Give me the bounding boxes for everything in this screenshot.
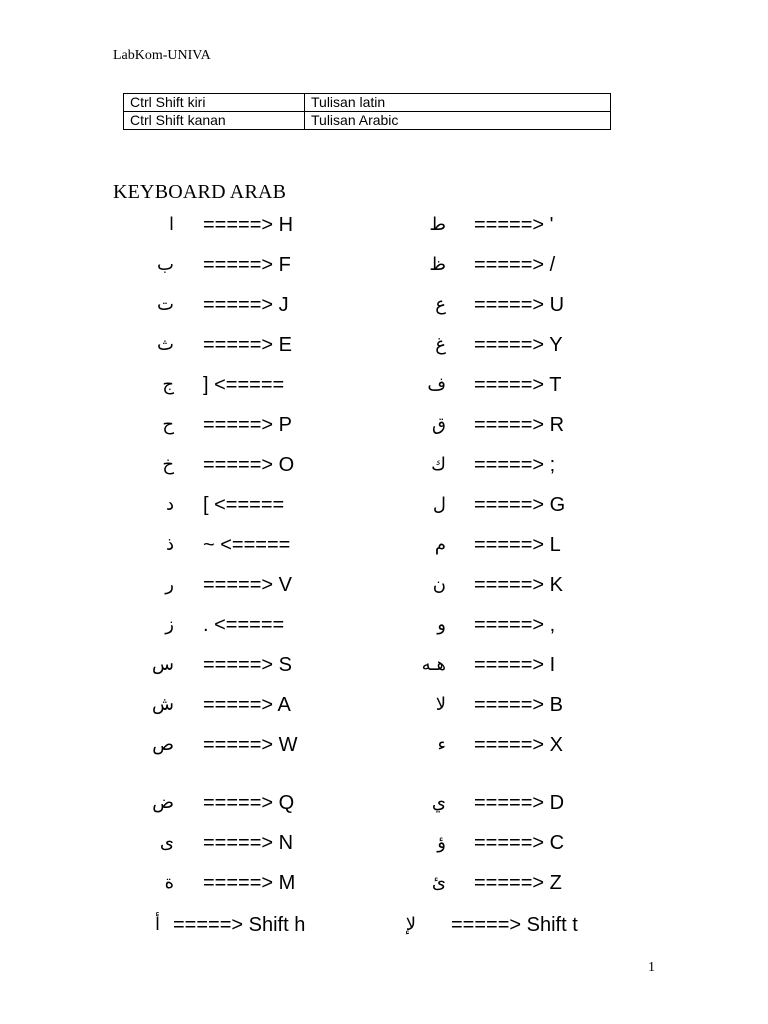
mapping-row	[0, 330, 768, 360]
arabic-letter: أ	[154, 914, 160, 935]
key-mapping: ~ <=====	[203, 534, 291, 556]
mapping-row	[0, 290, 768, 320]
arabic-letter: د	[165, 494, 174, 515]
arabic-letter: ي	[431, 792, 446, 813]
arabic-letter: ء	[437, 734, 446, 755]
key-mapping: =====> Q	[203, 792, 295, 814]
shortcut-key-cell: Ctrl Shift kanan	[124, 112, 305, 130]
key-mapping: =====> Y	[474, 334, 563, 356]
arabic-letter: و	[437, 614, 446, 635]
key-mapping: =====> R	[474, 414, 565, 436]
arabic-letter: ب	[157, 254, 174, 275]
key-mapping: =====> '	[474, 214, 554, 236]
mapping-row	[0, 650, 768, 680]
arabic-letter: س	[152, 654, 174, 675]
key-mapping: =====> I	[474, 654, 556, 676]
arabic-letter: ف	[427, 374, 446, 395]
key-mapping: =====> H	[203, 214, 294, 236]
key-mapping: =====> N	[203, 832, 294, 854]
arabic-letter: ر	[165, 574, 174, 595]
arabic-letter: غ	[435, 334, 446, 355]
arabic-letter: خ	[162, 454, 174, 475]
mapping-row	[0, 570, 768, 600]
mapping-row	[0, 788, 768, 818]
arabic-letter: ا	[168, 214, 174, 235]
page-number: 1	[648, 960, 655, 975]
key-mapping: . <=====	[203, 614, 285, 636]
key-mapping: =====> Z	[474, 872, 562, 894]
mapping-row	[0, 610, 768, 640]
key-mapping: =====> X	[474, 734, 563, 756]
key-mapping: =====> ;	[474, 454, 556, 476]
mapping-row	[0, 690, 768, 720]
key-mapping: =====> /	[474, 254, 556, 276]
arabic-letter: ز	[165, 614, 174, 635]
arabic-letter: ل	[432, 494, 446, 515]
key-mapping: =====> E	[203, 334, 292, 356]
shortcut-key-cell: Ctrl Shift kiri	[124, 94, 305, 112]
table-row	[124, 94, 611, 112]
key-mapping: =====> D	[474, 792, 565, 814]
key-mapping: =====> U	[474, 294, 565, 316]
mapping-row	[0, 450, 768, 480]
arabic-letter: ج	[162, 374, 174, 395]
key-mapping: =====> V	[203, 574, 292, 596]
mapping-row	[0, 490, 768, 520]
arabic-letter: لإ	[405, 914, 416, 935]
arabic-letter: ظ	[429, 254, 446, 275]
key-mapping: =====> Shift h	[173, 914, 306, 936]
arabic-letter: ح	[162, 414, 174, 435]
shortcut-value-cell: Tulisan Arabic	[305, 112, 611, 130]
arabic-letter: ك	[431, 454, 446, 475]
arabic-letter: ذ	[165, 534, 174, 555]
key-mapping: =====> P	[203, 414, 292, 436]
arabic-letter: ص	[152, 734, 174, 755]
shortcut-table	[123, 93, 611, 130]
mapping-row	[0, 370, 768, 400]
shortcut-value-cell: Tulisan latin	[305, 94, 611, 112]
key-mapping: =====> M	[203, 872, 296, 894]
arabic-letter: ث	[157, 334, 174, 355]
key-mapping: ] <=====	[203, 374, 285, 396]
key-mapping: =====> ,	[474, 614, 556, 636]
arabic-letter: ض	[152, 792, 174, 813]
arabic-letter: لا	[435, 694, 446, 715]
mapping-row	[0, 410, 768, 440]
arabic-letter: ط	[429, 214, 446, 235]
key-mapping: =====> G	[474, 494, 566, 516]
key-mapping: =====> F	[203, 254, 291, 276]
key-mapping: =====> W	[203, 734, 298, 756]
mapping-row	[0, 828, 768, 858]
mapping-row	[0, 250, 768, 280]
arabic-letter: هـه	[421, 654, 446, 675]
page-header: LabKom-UNIVA	[113, 48, 211, 63]
key-mapping: =====> O	[203, 454, 295, 476]
arabic-letter: ت	[157, 294, 174, 315]
arabic-letter: ئ	[431, 872, 446, 893]
arabic-letter: ة	[164, 872, 174, 893]
key-mapping: =====> S	[203, 654, 292, 676]
section-title: KEYBOARD ARAB	[113, 181, 287, 203]
mapping-row	[0, 910, 768, 940]
key-mapping: =====> Shift t	[451, 914, 578, 936]
key-mapping: =====> T	[474, 374, 562, 396]
arabic-letter: ن	[432, 574, 446, 595]
key-mapping: =====> B	[474, 694, 563, 716]
key-mapping: =====> C	[474, 832, 565, 854]
key-mapping: =====> J	[203, 294, 289, 316]
key-mapping: =====> K	[474, 574, 563, 596]
mapping-row	[0, 730, 768, 760]
arabic-letter: ع	[435, 294, 446, 315]
key-mapping: =====> A	[203, 694, 291, 716]
table-row	[124, 112, 611, 130]
arabic-letter: م	[434, 534, 446, 555]
arabic-letter: ى	[159, 832, 174, 853]
mapping-row	[0, 210, 768, 240]
key-mapping: =====> L	[474, 534, 561, 556]
key-mapping: [ <=====	[203, 494, 285, 516]
arabic-letter: ق	[432, 414, 446, 435]
arabic-letter: ؤ	[437, 832, 446, 853]
arabic-letter: ش	[152, 694, 174, 715]
mapping-row	[0, 868, 768, 898]
mapping-row	[0, 530, 768, 560]
